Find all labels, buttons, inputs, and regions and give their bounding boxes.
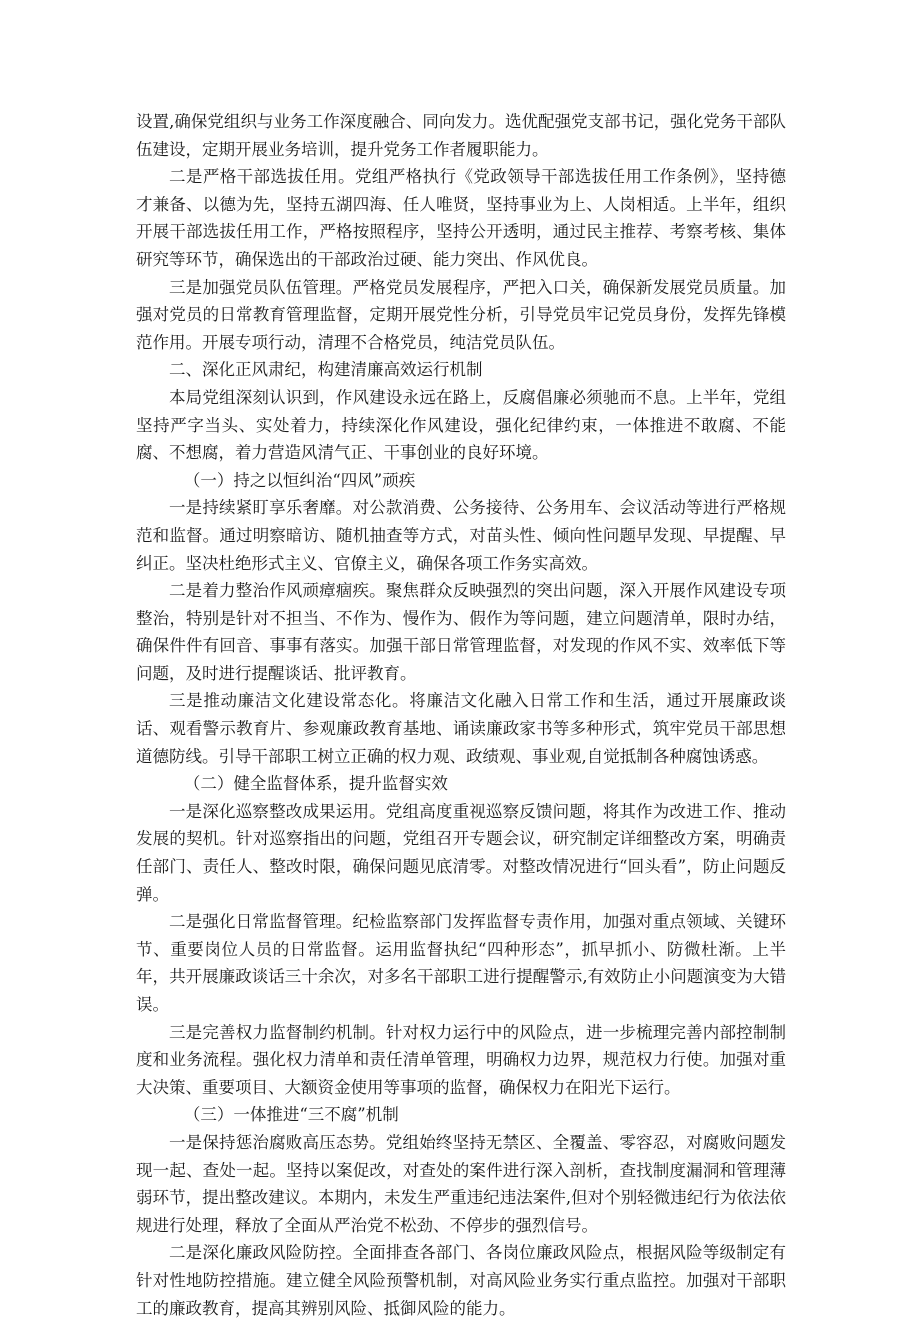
- document-body: [136, 108, 786, 1322]
- subsection-heading: （一）持之以恒纠治“四风”顽疾: [183, 470, 416, 490]
- paragraph: 三是完善权力监督制约机制。针对权力运行中的风险点，进一步梳理完善内部控制制度和业务流程。强化权力清单和责任清单管理，明确权力边界，规范权力行使。加强对重大决策、重要项目、大额资金使用等事项的监督，确保权力在阳光下运行。: [136, 1022, 786, 1097]
- paragraph: 二是严格干部选拔任用。党组严格执行《党政领导干部选拔任用工作条例》，坚持德才兼备、以德为先，坚持五湖四海、任人唯贤，坚持事业为上、人岗相适。上半年，组织开展干部选拔任用工作，严格按照程序，坚持公开透明，通过民主推荐、考察考核、集体研究等环节，确保选出的干部政治过硬、能力突出、作风优良。: [136, 167, 786, 269]
- paragraph: 二是深化廉政风险防控。全面排查各部门、各岗位廉政风险点，根据风险等级制定有针对性地防控措施。建立健全风险预警机制，对高风险业务实行重点监控。加强对干部职工的廉政教育，提高其辨别风险、抵御风险的能力。: [136, 1243, 786, 1318]
- paragraph: 本局党组深刻认识到，作风建设永远在路上，反腐倡廉必须驰而不息。上半年，党组坚持严字当头、实处着力，持续深化作风建设，强化纪律约束，一体推进不敢腐、不能腐、不想腐，着力营造风清气正、干事创业的良好环境。: [136, 387, 786, 463]
- paragraph: 三是加强党员队伍管理。严格党员发展程序，严把入口关，确保新发展党员质量。加强对党员的日常教育管理监督，定期开展党性分析，引导党员牢记党员身份，发挥先锋模范作用。开展专项行动，清理不合格党员，纯洁党员队伍。: [136, 277, 786, 352]
- section-heading: 二、深化正风肃纪，构建清廉高效运行机制: [169, 360, 483, 380]
- paragraph: 一是深化巡察整改成果运用。党组高度重视巡察反馈问题，将其作为改进工作、推动发展的契机。针对巡察指出的问题，党组召开专题会议，研究制定详细整改方案，明确责任部门、责任人、整改时限，确保问题见底清零。对整改情况进行“回头看”，防止问题反弹。: [136, 801, 786, 904]
- subsection-heading: （三）一体推进“三不腐”机制: [183, 1105, 399, 1125]
- subsection-heading: （二）健全监督体系，提升监督实效: [183, 774, 448, 794]
- paragraph: 二是着力整治作风顽瘴痼疾。聚焦群众反映强烈的突出问题，深入开展作风建设专项整治，特别是针对不担当、不作为、慢作为、假作为等问题，建立问题清单，限时办结，确保件件有回音、事事有落实。加强干部日常管理监督，对发现的作风不实、效率低下等问题，及时进行提醒谈话、批评教育。: [136, 581, 786, 683]
- paragraph: 设置,确保党组织与业务工作深度融合、同向发力。选优配强党支部书记，强化党务干部队伍建设，定期开展业务培训，提升党务工作者履职能力。: [136, 112, 786, 159]
- paragraph: 一是持续紧盯享乐奢靡。对公款消费、公务接待、公务用车、会议活动等进行严格规范和监督。通过明察暗访、随机抽查等方式，对苗头性、倾向性问题早发现、早提醒、早纠正。坚决杜绝形式主义、官僚主义，确保各项工作务实高效。: [136, 498, 786, 573]
- paragraph: 二是强化日常监督管理。纪检监察部门发挥监督专责作用，加强对重点领域、关键环节、重要岗位人员的日常监督。运用监督执纪“四种形态”，抓早抓小、防微杜渐。上半年，共开展廉政谈话三十余次，对多名干部职工进行提醒警示,有效防止小问题演变为大错误。: [136, 912, 786, 1014]
- paragraph: 三是推动廉洁文化建设常态化。将廉洁文化融入日常工作和生活，通过开展廉政谈话、观看警示教育片、参观廉政教育基地、诵读廉政家书等多种形式，筑牢党员干部思想道德防线。引导干部职工树立正确的权力观、政绩观、事业观,自觉抵制各种腐蚀诱惑。: [136, 691, 786, 766]
- paragraph: 一是保持惩治腐败高压态势。党组始终坚持无禁区、全覆盖、零容忍，对腐败问题发现一起、查处一起。坚持以案促改，对查处的案件进行深入剖析，查找制度漏洞和管理薄弱环节，提出整改建议。本期内，未发生严重违纪违法案件,但对个别轻微违纪行为依法依规进行处理，释放了全面从严治党不松劲、不停步的强烈信号。: [136, 1132, 786, 1235]
